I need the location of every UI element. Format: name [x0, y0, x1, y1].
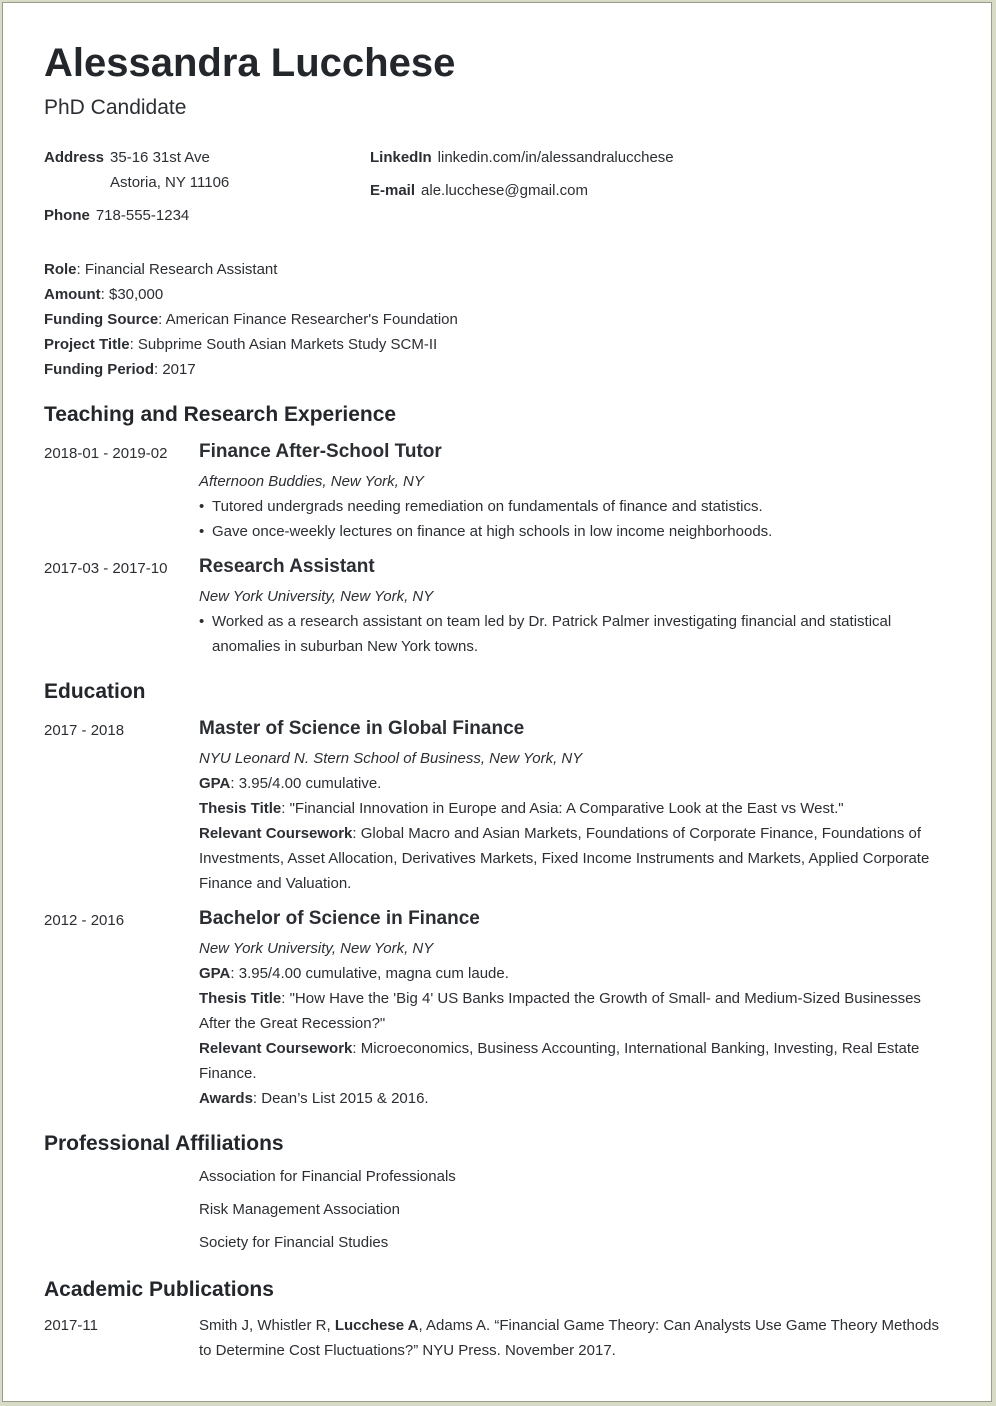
bullet-item: • Gave once-weekly lectures on finance at high schools in low income neighborhoods.	[199, 519, 947, 544]
summary-line	[44, 257, 458, 282]
detail-label: Awards	[199, 1090, 253, 1107]
detail-line	[199, 1036, 947, 1086]
linkedin-block	[370, 145, 674, 170]
entry-bullets	[199, 494, 947, 544]
summary-label: Funding Source	[44, 311, 159, 328]
detail-value: : Global Macro and Asian Markets, Foundations of Corporate Finance, Foundations of Investments, Asset Allocation, Derivatives Markets, Fixed Income Instruments and Markets, Applied Corporate Finance and Valuation.	[199, 825, 930, 892]
email-label: E-mail	[370, 182, 416, 199]
summary-line	[44, 307, 458, 332]
bullet-item: • Worked as a research assistant on team led by Dr. Patrick Palmer investigating financial and statistical anomalies in suburban New York towns.	[199, 609, 947, 659]
section-heading-experience: Teaching and Research Experience	[44, 403, 397, 426]
detail-value: : 3.95/4.00 cumulative, magna cum laude.	[230, 965, 509, 982]
summary-label: Funding Period	[44, 361, 154, 378]
linkedin-link[interactable]: linkedin.com/in/alessandralucchese	[437, 149, 674, 166]
linkedin-label: LinkedIn	[370, 149, 432, 166]
detail-label: Thesis Title	[199, 990, 282, 1007]
entry-title: Finance After-School Tutor	[199, 441, 442, 462]
entry-organization: New York University, New York, NY	[199, 588, 434, 605]
entry-organization: New York University, New York, NY	[199, 940, 434, 957]
detail-line	[199, 796, 947, 821]
entry-title: Bachelor of Science in Finance	[199, 908, 480, 929]
summary-value: : $30,000	[100, 286, 164, 303]
detail-value: : 3.95/4.00 cumulative.	[230, 775, 382, 792]
citation-details: , Adams A. “Financial Game Theory: Can Analysts Use Game Theory Methods to Determine Cost Fluctuations?” NYU Press. November 2017.	[199, 1317, 940, 1359]
summary-line	[44, 282, 458, 307]
entry-title: Research Assistant	[199, 556, 375, 577]
affiliation-item: Society for Financial Studies	[199, 1234, 389, 1251]
publication-citation	[199, 1313, 947, 1363]
phone-value: 718-555-1234	[95, 207, 190, 224]
section-heading-publications: Academic Publications	[44, 1278, 274, 1301]
bullet-item: • Tutored undergrads needing remediation on fundamentals of finance and statistics.	[199, 494, 947, 519]
candidate-name: Alessandra Lucchese	[44, 41, 456, 85]
entry-date: 2017-03 - 2017-10	[44, 560, 168, 577]
entry-date: 2017 - 2018	[44, 722, 125, 739]
detail-line	[199, 821, 947, 896]
detail-value: : "How Have the 'Big 4' US Banks Impacted the Growth of Small- and Medium-Sized Businesses After the Great Recession?"	[199, 990, 921, 1032]
detail-line	[199, 771, 947, 796]
detail-label: Relevant Coursework	[199, 825, 353, 842]
summary-line	[44, 357, 458, 382]
detail-line	[199, 1086, 947, 1111]
citation-authors: Smith J, Whistler R,	[199, 1317, 335, 1334]
resume-page	[2, 2, 992, 1402]
phone-block	[44, 203, 189, 228]
entry-body	[199, 441, 947, 544]
address-line2: Astoria, NY 11106	[110, 174, 230, 191]
email-block	[370, 178, 588, 203]
entry-date: 2017-11	[44, 1317, 98, 1334]
entry-body	[199, 718, 947, 896]
section-heading-affiliations: Professional Affiliations	[44, 1132, 284, 1155]
entry-body	[199, 908, 947, 1111]
summary-value: : Subprime South Asian Markets Study SCM-II	[129, 336, 438, 353]
summary-value: : 2017	[154, 361, 196, 378]
entry-body	[199, 556, 947, 659]
detail-value: : "Financial Innovation in Europe and Asia: A Comparative Look at the East vs West."	[281, 800, 844, 817]
detail-label: Thesis Title	[199, 800, 282, 817]
affiliation-item: Association for Financial Professionals	[199, 1168, 456, 1185]
detail-value: : Dean’s List 2015 & 2016.	[252, 1090, 429, 1107]
address-line1: 35-16 31st Ave	[110, 149, 210, 166]
entry-organization: NYU Leonard N. Stern School of Business, New York, NY	[199, 750, 583, 767]
entry-bullets	[199, 609, 947, 659]
funding-summary	[44, 257, 458, 382]
summary-label: Amount	[44, 286, 101, 303]
detail-label: Relevant Coursework	[199, 1040, 353, 1057]
summary-value: : Financial Research Assistant	[76, 261, 278, 278]
entry-organization: Afternoon Buddies, New York, NY	[199, 473, 424, 490]
detail-label: GPA	[199, 965, 231, 982]
entry-title: Master of Science in Global Finance	[199, 718, 525, 739]
email-link[interactable]: ale.lucchese@gmail.com	[421, 182, 588, 199]
detail-label: GPA	[199, 775, 231, 792]
detail-value: : Microeconomics, Business Accounting, International Banking, Investing, Real Estate Finance.	[199, 1040, 920, 1082]
address-block	[44, 145, 229, 195]
detail-line	[199, 961, 947, 986]
summary-label: Project Title	[44, 336, 130, 353]
summary-line	[44, 332, 458, 357]
affiliation-item: Risk Management Association	[199, 1201, 400, 1218]
candidate-title: PhD Candidate	[44, 96, 187, 119]
section-heading-education: Education	[44, 680, 146, 703]
phone-label: Phone	[44, 207, 90, 224]
address-label: Address	[44, 149, 105, 166]
entry-date: 2012 - 2016	[44, 912, 125, 929]
entry-date: 2018-01 - 2019-02	[44, 445, 168, 462]
summary-label: Role	[44, 261, 77, 278]
summary-value: : American Finance Researcher's Foundation	[158, 311, 458, 328]
detail-line	[199, 986, 947, 1036]
citation-highlighted-author: Lucchese A	[334, 1317, 419, 1334]
